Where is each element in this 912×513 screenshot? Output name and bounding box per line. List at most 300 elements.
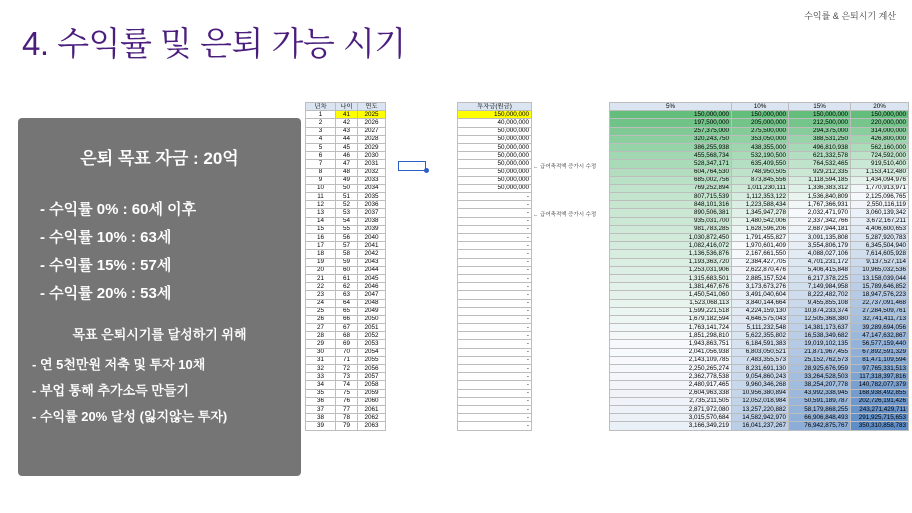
table-cell[interactable]: 150,000,000 <box>789 111 851 119</box>
table-cell[interactable]: 16,538,349,682 <box>789 332 851 340</box>
table-cell[interactable]: 2052 <box>358 332 386 340</box>
table-cell[interactable]: 1,030,872,450 <box>610 234 732 242</box>
table-cell[interactable]: 73 <box>336 373 358 381</box>
table-cell[interactable]: 1,223,588,434 <box>732 201 789 209</box>
table-cell[interactable]: 70 <box>336 348 358 356</box>
table-cell[interactable]: 53 <box>336 209 358 217</box>
table-cell[interactable]: 50,000,000 <box>458 184 532 192</box>
table-cell[interactable]: 2,362,778,538 <box>610 373 732 381</box>
table-cell[interactable]: - <box>458 193 532 201</box>
table-cell[interactable]: 496,810,938 <box>789 143 851 151</box>
table-cell[interactable]: 2054 <box>358 348 386 356</box>
table-cell[interactable]: 38 <box>306 414 336 422</box>
table-cell[interactable]: 1,770,913,971 <box>851 184 909 192</box>
table-cell[interactable]: 4,088,027,106 <box>789 250 851 258</box>
table-cell[interactable]: 10,874,233,374 <box>789 307 851 315</box>
table-cell[interactable]: 40,000,000 <box>458 119 532 127</box>
table-cell[interactable]: - <box>458 381 532 389</box>
table-cell[interactable]: 14,582,942,970 <box>732 414 789 422</box>
table-cell[interactable]: 2063 <box>358 422 386 430</box>
table-cell[interactable]: 212,500,000 <box>789 119 851 127</box>
table-cell[interactable]: 16 <box>306 234 336 242</box>
table-cell[interactable]: 2,871,972,080 <box>610 405 732 413</box>
table-cell[interactable]: 2,143,109,785 <box>610 356 732 364</box>
table-cell[interactable]: 33 <box>306 373 336 381</box>
table-cell[interactable]: 2,041,056,938 <box>610 348 732 356</box>
table-cell[interactable]: 13,158,039,044 <box>851 274 909 282</box>
table-cell[interactable]: 1,336,383,312 <box>789 184 851 192</box>
table-cell[interactable]: 2060 <box>358 397 386 405</box>
table-cell[interactable]: 26 <box>306 315 336 323</box>
table-cell[interactable]: - <box>458 274 532 282</box>
table-cell[interactable]: 2051 <box>358 324 386 332</box>
table-cell[interactable]: 79 <box>336 422 358 430</box>
table-cell[interactable]: 438,355,000 <box>732 143 789 151</box>
table-cell[interactable]: 6,345,504,940 <box>851 242 909 250</box>
table-cell[interactable]: 61 <box>336 274 358 282</box>
table-cell[interactable]: 47 <box>336 160 358 168</box>
table-cell[interactable]: 50,000,000 <box>458 176 532 184</box>
table-cell[interactable]: 14,381,173,637 <box>789 324 851 332</box>
table-cell[interactable]: 7,614,605,928 <box>851 250 909 258</box>
table-cell[interactable]: 150,000,000 <box>732 111 789 119</box>
table-cell[interactable]: 22 <box>306 283 336 291</box>
table-cell[interactable]: 38,254,207,778 <box>789 381 851 389</box>
table-cell[interactable]: 49 <box>336 176 358 184</box>
table-cell[interactable]: 4,701,231,172 <box>789 258 851 266</box>
table-cell[interactable]: 2045 <box>358 274 386 282</box>
table-cell[interactable]: 117,318,397,816 <box>851 373 909 381</box>
table-cell[interactable]: 2038 <box>358 217 386 225</box>
table-cell[interactable]: 81,471,109,594 <box>851 356 909 364</box>
table-cell[interactable]: 56,577,159,440 <box>851 340 909 348</box>
table-cell[interactable]: 1,943,863,751 <box>610 340 732 348</box>
table-cell[interactable]: 2,125,096,765 <box>851 193 909 201</box>
table-cell[interactable]: - <box>458 315 532 323</box>
table-cell[interactable]: 4,406,600,653 <box>851 225 909 233</box>
table-cell[interactable]: 8,231,691,130 <box>732 365 789 373</box>
table-cell[interactable]: 4,224,159,130 <box>732 307 789 315</box>
table-cell[interactable]: 1 <box>306 111 336 119</box>
table-cell[interactable]: 919,510,400 <box>851 160 909 168</box>
table-cell[interactable]: 935,031,700 <box>610 217 732 225</box>
table-cell[interactable]: 1,628,596,206 <box>732 225 789 233</box>
table-cell[interactable]: 2,622,870,476 <box>732 266 789 274</box>
table-cell[interactable]: 74 <box>336 381 358 389</box>
table-cell[interactable]: - <box>458 283 532 291</box>
table-cell[interactable]: 51 <box>336 193 358 201</box>
table-cell[interactable]: 2031 <box>358 160 386 168</box>
table-cell[interactable]: 1,851,298,810 <box>610 332 732 340</box>
table-cell[interactable]: 1,118,594,185 <box>789 176 851 184</box>
table-cell[interactable]: 2034 <box>358 184 386 192</box>
table-cell[interactable]: 2044 <box>358 266 386 274</box>
table-cell[interactable]: 25 <box>306 307 336 315</box>
table-cell[interactable]: 5,406,415,848 <box>789 266 851 274</box>
table-cell[interactable]: 69 <box>336 340 358 348</box>
table-cell[interactable]: - <box>458 291 532 299</box>
table-cell[interactable]: 1,536,840,809 <box>789 193 851 201</box>
table-cell[interactable]: 39 <box>306 422 336 430</box>
table-cell[interactable]: 1,153,412,480 <box>851 168 909 176</box>
table-cell[interactable]: 15,789,646,852 <box>851 283 909 291</box>
table-cell[interactable]: 2055 <box>358 356 386 364</box>
table-cell[interactable]: 50,591,189,787 <box>789 397 851 405</box>
table-cell[interactable]: - <box>458 356 532 364</box>
table-cell[interactable]: 1,450,541,060 <box>610 291 732 299</box>
table-cell[interactable]: 2030 <box>358 152 386 160</box>
table-cell[interactable]: 2,384,427,705 <box>732 258 789 266</box>
table-cell[interactable]: 97,765,331,513 <box>851 365 909 373</box>
table-cell[interactable]: 9,455,855,108 <box>789 299 851 307</box>
table-cell[interactable]: 14 <box>306 217 336 225</box>
table-cell[interactable]: 33,264,528,503 <box>789 373 851 381</box>
table-cell[interactable]: 353,050,000 <box>732 135 789 143</box>
table-cell[interactable]: - <box>458 389 532 397</box>
table-cell[interactable]: 19,019,102,135 <box>789 340 851 348</box>
table-cell[interactable]: - <box>458 234 532 242</box>
table-cell[interactable]: 6,217,378,225 <box>789 274 851 282</box>
table-cell[interactable]: 12,052,018,984 <box>732 397 789 405</box>
table-cell[interactable]: 2025 <box>358 111 386 119</box>
table-cell[interactable]: 150,000,000 <box>851 111 909 119</box>
table-cell[interactable]: - <box>458 348 532 356</box>
table-cell[interactable]: 388,531,250 <box>789 135 851 143</box>
table-cell[interactable]: - <box>458 209 532 217</box>
table-cell[interactable]: 1,523,068,113 <box>610 299 732 307</box>
table-cell[interactable]: 34 <box>306 381 336 389</box>
table-cell[interactable]: 350,310,858,783 <box>851 422 909 430</box>
table-cell[interactable]: 314,000,000 <box>851 127 909 135</box>
table-cell[interactable]: 7,483,355,573 <box>732 356 789 364</box>
table-cell[interactable]: 4 <box>306 135 336 143</box>
table-cell[interactable]: 168,938,492,855 <box>851 389 909 397</box>
table-cell[interactable]: 21 <box>306 274 336 282</box>
table-cell[interactable]: 31 <box>306 356 336 364</box>
table-cell[interactable]: 2047 <box>358 291 386 299</box>
table-cell[interactable]: - <box>458 405 532 413</box>
table-cell[interactable]: 3,840,144,664 <box>732 299 789 307</box>
table-cell[interactable]: 59 <box>336 258 358 266</box>
table-cell[interactable]: 17 <box>306 242 336 250</box>
table-cell[interactable]: 65 <box>336 307 358 315</box>
table-cell[interactable]: 2040 <box>358 234 386 242</box>
table-cell[interactable]: 981,783,285 <box>610 225 732 233</box>
table-cell[interactable]: 2,337,342,766 <box>789 217 851 225</box>
table-cell[interactable]: 10,965,032,536 <box>851 266 909 274</box>
table-cell[interactable]: 2028 <box>358 135 386 143</box>
table-cell[interactable]: 76 <box>336 397 358 405</box>
table-cell[interactable]: 150,000,000 <box>610 111 732 119</box>
table-cell[interactable]: 37 <box>306 405 336 413</box>
table-cell[interactable]: - <box>458 332 532 340</box>
table-cell[interactable]: 13,257,220,882 <box>732 405 789 413</box>
table-cell[interactable]: 45 <box>336 143 358 151</box>
table-cell[interactable]: 28,925,676,959 <box>789 365 851 373</box>
table-cell[interactable]: 9,137,527,114 <box>851 258 909 266</box>
table-cell[interactable]: 150,000,000 <box>458 111 532 119</box>
table-cell[interactable]: 243,271,429,711 <box>851 405 909 413</box>
table-cell[interactable]: 12,505,368,380 <box>789 315 851 323</box>
table-cell[interactable]: - <box>458 266 532 274</box>
table-cell[interactable]: 2050 <box>358 315 386 323</box>
table-cell[interactable]: 2,032,471,970 <box>789 209 851 217</box>
table-cell[interactable]: 2026 <box>358 119 386 127</box>
table-cell[interactable]: 28 <box>306 332 336 340</box>
table-cell[interactable]: 2061 <box>358 405 386 413</box>
table-cell[interactable]: 6 <box>306 152 336 160</box>
table-cell[interactable]: 2,167,661,550 <box>732 250 789 258</box>
table-cell[interactable]: 1,970,601,409 <box>732 242 789 250</box>
table-cell[interactable]: 197,500,000 <box>610 119 732 127</box>
table-cell[interactable]: 3,672,167,211 <box>851 217 909 225</box>
table-cell[interactable]: 257,375,000 <box>610 127 732 135</box>
table-cell[interactable]: 807,715,539 <box>610 193 732 201</box>
table-cell[interactable]: 56 <box>336 234 358 242</box>
table-cell[interactable]: 294,375,000 <box>789 127 851 135</box>
table-cell[interactable]: 6,184,591,383 <box>732 340 789 348</box>
table-cell[interactable]: 5,111,232,548 <box>732 324 789 332</box>
table-cell[interactable]: 455,568,734 <box>610 152 732 160</box>
table-cell[interactable]: 2058 <box>358 381 386 389</box>
fill-handle[interactable] <box>424 168 429 173</box>
table-cell[interactable]: 10 <box>306 184 336 192</box>
table-cell[interactable]: 39,289,694,056 <box>851 324 909 332</box>
table-cell[interactable]: 50,000,000 <box>458 127 532 135</box>
table-cell[interactable]: 23 <box>306 291 336 299</box>
table-cell[interactable]: 60 <box>336 266 358 274</box>
table-cell[interactable]: 43,992,338,945 <box>789 389 851 397</box>
table-cell[interactable]: 2,550,116,119 <box>851 201 909 209</box>
table-cell[interactable]: 43 <box>336 127 358 135</box>
table-cell[interactable]: 2027 <box>358 127 386 135</box>
table-cell[interactable]: 24 <box>306 299 336 307</box>
table-cell[interactable]: - <box>458 242 532 250</box>
table-cell[interactable]: 2042 <box>358 250 386 258</box>
table-cell[interactable]: 291,925,715,653 <box>851 414 909 422</box>
table-cell[interactable]: 2048 <box>358 299 386 307</box>
table-cell[interactable]: 2,250,265,274 <box>610 365 732 373</box>
table-cell[interactable]: - <box>458 324 532 332</box>
table-cell[interactable]: 848,101,316 <box>610 201 732 209</box>
table-cell[interactable]: 3,491,040,604 <box>732 291 789 299</box>
table-cell[interactable]: 5,622,355,802 <box>732 332 789 340</box>
table-cell[interactable]: 2035 <box>358 193 386 201</box>
table-cell[interactable]: 1,253,031,906 <box>610 266 732 274</box>
table-cell[interactable]: 18 <box>306 250 336 258</box>
table-cell[interactable]: - <box>458 340 532 348</box>
table-cell[interactable]: 27,284,509,761 <box>851 307 909 315</box>
table-cell[interactable]: 68 <box>336 332 358 340</box>
table-cell[interactable]: 2,885,157,524 <box>732 274 789 282</box>
table-cell[interactable]: 2053 <box>358 340 386 348</box>
table-cell[interactable]: 50,000,000 <box>458 143 532 151</box>
table-cell[interactable]: 2029 <box>358 143 386 151</box>
table-cell[interactable]: 528,347,171 <box>610 160 732 168</box>
table-cell[interactable]: 426,800,000 <box>851 135 909 143</box>
table-cell[interactable]: - <box>458 250 532 258</box>
table-cell[interactable]: 58,179,868,255 <box>789 405 851 413</box>
table-cell[interactable]: 2032 <box>358 168 386 176</box>
table-cell[interactable]: 275,500,000 <box>732 127 789 135</box>
table-cell[interactable]: - <box>458 365 532 373</box>
table-cell[interactable]: 3,554,806,179 <box>789 242 851 250</box>
table-cell[interactable]: 41 <box>336 111 358 119</box>
table-cell[interactable]: 532,190,500 <box>732 152 789 160</box>
table-cell[interactable]: 2043 <box>358 258 386 266</box>
table-cell[interactable]: 5 <box>306 143 336 151</box>
table-cell[interactable]: 57 <box>336 242 358 250</box>
table-cell[interactable]: 1,480,542,006 <box>732 217 789 225</box>
table-cell[interactable]: 2056 <box>358 365 386 373</box>
table-cell[interactable]: 2062 <box>358 414 386 422</box>
table-cell[interactable]: 3,091,135,808 <box>789 234 851 242</box>
table-cell[interactable]: 72 <box>336 365 358 373</box>
table-cell[interactable]: 36 <box>306 397 336 405</box>
table-cell[interactable]: 66,906,848,493 <box>789 414 851 422</box>
table-cell[interactable]: 2,604,963,338 <box>610 389 732 397</box>
table-cell[interactable]: 1,345,947,278 <box>732 209 789 217</box>
table-cell[interactable]: 12 <box>306 201 336 209</box>
table-cell[interactable]: 724,592,000 <box>851 152 909 160</box>
table-cell[interactable]: 54 <box>336 217 358 225</box>
table-cell[interactable]: - <box>458 414 532 422</box>
table-cell[interactable]: 2039 <box>358 225 386 233</box>
table-cell[interactable]: 47,147,632,867 <box>851 332 909 340</box>
table-cell[interactable]: 50,000,000 <box>458 160 532 168</box>
table-cell[interactable]: 1,136,536,876 <box>610 250 732 258</box>
table-cell[interactable]: 46 <box>336 152 358 160</box>
table-cell[interactable]: 1,679,182,594 <box>610 315 732 323</box>
table-cell[interactable]: 1,082,416,072 <box>610 242 732 250</box>
table-cell[interactable]: - <box>458 201 532 209</box>
table-cell[interactable]: 3 <box>306 127 336 135</box>
table-cell[interactable]: 2033 <box>358 176 386 184</box>
table-cell[interactable]: 67,892,591,329 <box>851 348 909 356</box>
table-cell[interactable]: 1,381,467,676 <box>610 283 732 291</box>
table-cell[interactable]: 50,000,000 <box>458 168 532 176</box>
table-cell[interactable]: 30 <box>306 348 336 356</box>
table-cell[interactable]: 1,767,366,931 <box>789 201 851 209</box>
table-cell[interactable]: 71 <box>336 356 358 364</box>
table-cell[interactable]: 50,000,000 <box>458 152 532 160</box>
table-cell[interactable]: 50 <box>336 184 358 192</box>
table-cell[interactable]: - <box>458 217 532 225</box>
table-cell[interactable]: 16,041,237,267 <box>732 422 789 430</box>
table-cell[interactable]: 78 <box>336 414 358 422</box>
table-cell[interactable]: 52 <box>336 201 358 209</box>
table-cell[interactable]: 8 <box>306 168 336 176</box>
table-cell[interactable]: 220,000,000 <box>851 119 909 127</box>
table-cell[interactable]: 1,112,353,122 <box>732 193 789 201</box>
table-cell[interactable]: 5,287,920,783 <box>851 234 909 242</box>
table-cell[interactable]: 2,480,917,465 <box>610 381 732 389</box>
table-cell[interactable]: 50,000,000 <box>458 135 532 143</box>
table-cell[interactable]: 140,782,077,379 <box>851 381 909 389</box>
table-cell[interactable]: 21,871,967,455 <box>789 348 851 356</box>
table-cell[interactable]: 76,942,875,767 <box>789 422 851 430</box>
table-cell[interactable]: 2046 <box>358 283 386 291</box>
table-cell[interactable]: 44 <box>336 135 358 143</box>
table-cell[interactable]: 2037 <box>358 209 386 217</box>
table-cell[interactable]: 32 <box>306 365 336 373</box>
table-cell[interactable]: - <box>458 258 532 266</box>
table-cell[interactable]: 2059 <box>358 389 386 397</box>
table-cell[interactable]: - <box>458 307 532 315</box>
table-cell[interactable]: 2049 <box>358 307 386 315</box>
table-cell[interactable]: 320,243,750 <box>610 135 732 143</box>
table-cell[interactable]: 3,166,349,219 <box>610 422 732 430</box>
table-cell[interactable]: - <box>458 225 532 233</box>
table-cell[interactable]: 748,950,505 <box>732 168 789 176</box>
table-cell[interactable]: 1,193,363,720 <box>610 258 732 266</box>
table-cell[interactable]: 1,434,094,976 <box>851 176 909 184</box>
table-cell[interactable]: 25,152,762,573 <box>789 356 851 364</box>
table-cell[interactable]: 3,173,673,276 <box>732 283 789 291</box>
table-cell[interactable]: 64 <box>336 299 358 307</box>
table-cell[interactable]: 63 <box>336 291 358 299</box>
table-cell[interactable]: 32,741,411,713 <box>851 315 909 323</box>
table-cell[interactable]: 62 <box>336 283 358 291</box>
table-cell[interactable]: 19 <box>306 258 336 266</box>
table-cell[interactable]: 2,687,944,181 <box>789 225 851 233</box>
table-cell[interactable]: 1,599,221,518 <box>610 307 732 315</box>
table-cell[interactable]: 75 <box>336 389 358 397</box>
table-cell[interactable]: 3,060,139,342 <box>851 209 909 217</box>
table-cell[interactable]: 9 <box>306 176 336 184</box>
table-cell[interactable]: 4,646,575,043 <box>732 315 789 323</box>
table-cell[interactable]: 604,764,530 <box>610 168 732 176</box>
table-cell[interactable]: 7,149,984,958 <box>789 283 851 291</box>
table-cell[interactable]: 1,763,141,724 <box>610 324 732 332</box>
table-cell[interactable]: 11 <box>306 193 336 201</box>
table-cell[interactable]: 202,726,191,426 <box>851 397 909 405</box>
table-cell[interactable]: 13 <box>306 209 336 217</box>
table-cell[interactable]: 621,332,578 <box>789 152 851 160</box>
table-cell[interactable]: 9,054,860,243 <box>732 373 789 381</box>
table-cell[interactable]: - <box>458 299 532 307</box>
table-cell[interactable]: 1,315,683,501 <box>610 274 732 282</box>
table-cell[interactable]: 10,956,380,894 <box>732 389 789 397</box>
table-cell[interactable]: - <box>458 373 532 381</box>
table-cell[interactable]: 29 <box>306 340 336 348</box>
table-cell[interactable]: 42 <box>336 119 358 127</box>
table-cell[interactable]: 873,845,556 <box>732 176 789 184</box>
table-cell[interactable]: 2036 <box>358 201 386 209</box>
table-cell[interactable]: 66 <box>336 315 358 323</box>
table-cell[interactable]: 6,803,050,521 <box>732 348 789 356</box>
table-cell[interactable]: 635,409,550 <box>732 160 789 168</box>
table-cell[interactable]: 386,255,938 <box>610 143 732 151</box>
table-cell[interactable]: 890,506,381 <box>610 209 732 217</box>
table-cell[interactable]: 55 <box>336 225 358 233</box>
table-cell[interactable]: 929,212,335 <box>789 168 851 176</box>
table-cell[interactable]: 77 <box>336 405 358 413</box>
table-cell[interactable]: 1,791,455,827 <box>732 234 789 242</box>
table-cell[interactable]: 7 <box>306 160 336 168</box>
table-cell[interactable]: 27 <box>306 324 336 332</box>
table-cell[interactable]: - <box>458 422 532 430</box>
table-cell[interactable]: - <box>458 397 532 405</box>
table-cell[interactable]: 1,011,230,111 <box>732 184 789 192</box>
table-cell[interactable]: 2 <box>306 119 336 127</box>
table-cell[interactable]: 18,947,576,223 <box>851 291 909 299</box>
table-cell[interactable]: 8,222,482,702 <box>789 291 851 299</box>
table-cell[interactable]: 20 <box>306 266 336 274</box>
table-cell[interactable]: 2041 <box>358 242 386 250</box>
table-cell[interactable]: 2,735,211,505 <box>610 397 732 405</box>
table-cell[interactable]: 205,000,000 <box>732 119 789 127</box>
